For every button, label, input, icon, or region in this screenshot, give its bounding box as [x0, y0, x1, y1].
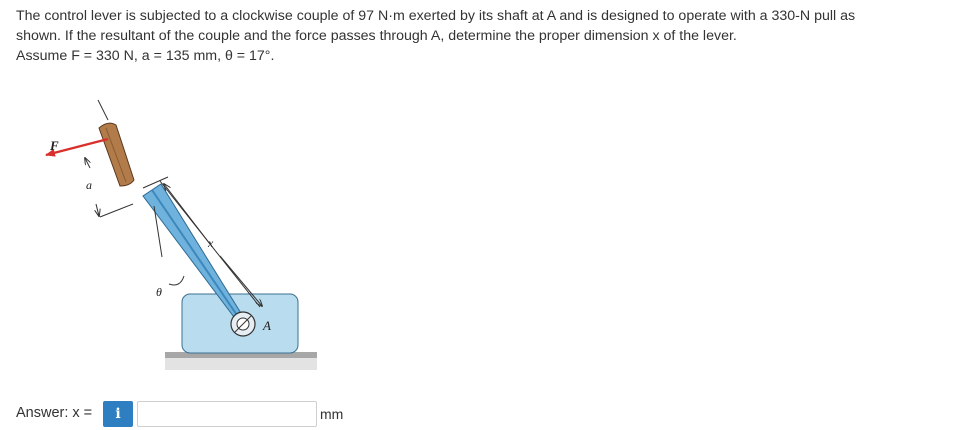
ground	[165, 352, 317, 370]
problem-line-1: The control lever is subjected to a clockwise couple of 97 N·m exerted by its shaft at A and is designed to operate with a 330-N pull as	[16, 8, 856, 24]
lever-figure	[30, 92, 330, 372]
problem-line-2: shown. If the resultant of the couple and the force passes through A, determine the proper dimension x of the lever.	[16, 28, 737, 44]
label-a-dim: a	[86, 178, 92, 192]
answer-row	[16, 401, 956, 427]
label-theta: θ	[156, 285, 162, 299]
label-x-dim: x	[208, 236, 214, 250]
label-a-point: A	[263, 318, 271, 333]
info-icon: i	[115, 406, 121, 422]
unit-label: mm	[320, 406, 344, 422]
answer-label: Answer: x =	[16, 405, 93, 421]
lever-handle	[99, 123, 134, 186]
problem-statement	[16, 6, 946, 66]
problem-line-3: Assume F = 330 N, a = 135 mm, θ = 17°.	[16, 48, 275, 64]
label-force: F	[50, 138, 59, 153]
info-button[interactable]	[103, 401, 133, 427]
shaft-a	[231, 312, 255, 336]
answer-input[interactable]	[137, 401, 317, 427]
